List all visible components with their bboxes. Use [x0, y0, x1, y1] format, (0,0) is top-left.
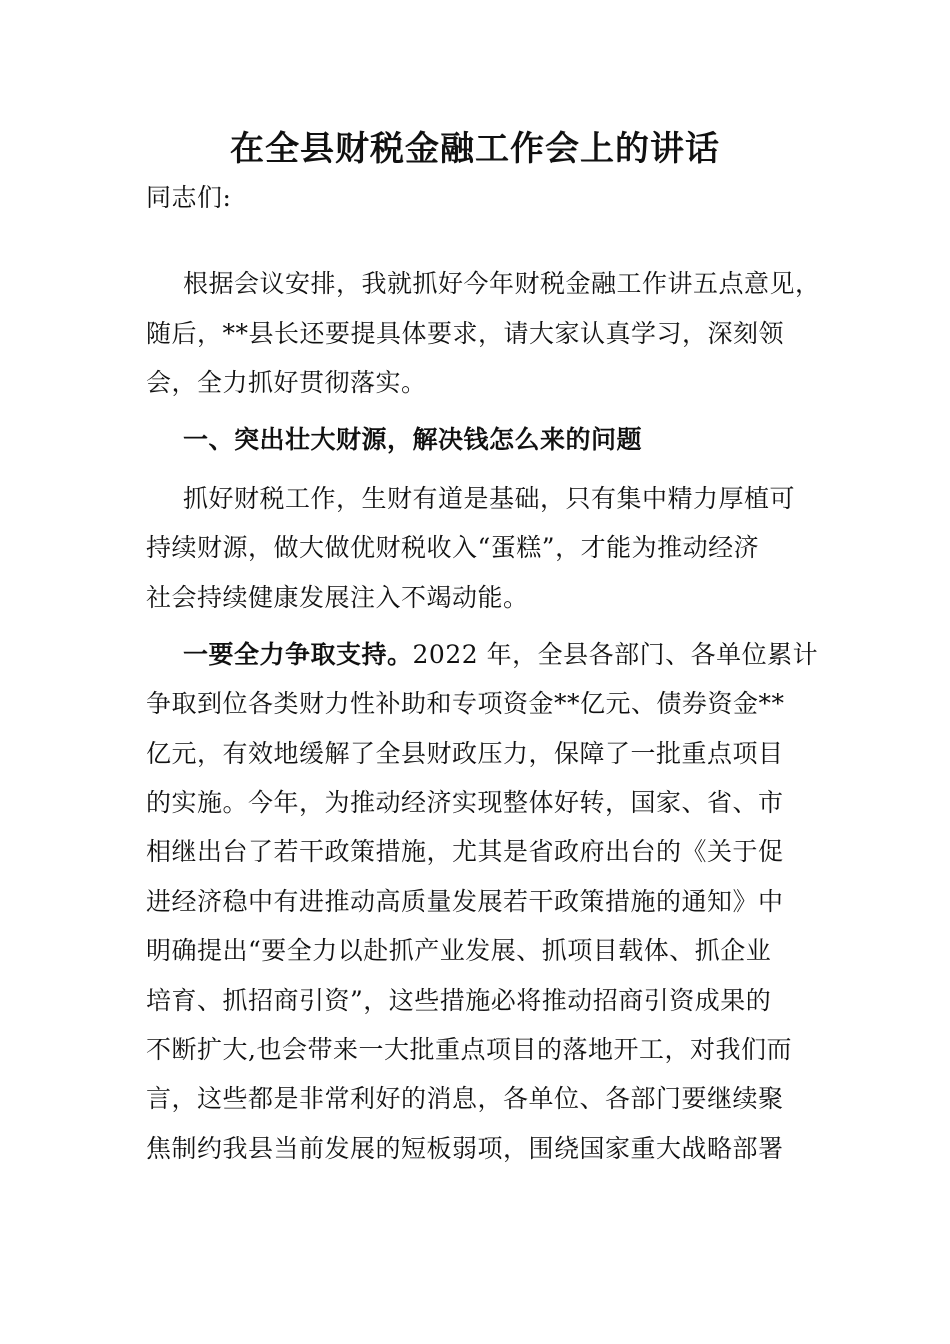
paragraph-line: 抓好财税工作，生财有道是基础，只有集中精力厚植可	[183, 484, 796, 513]
intro-line: 根据会议安排，我就抓好今年财税金融工作讲五点意见，	[183, 269, 821, 298]
paragraph-line: 持续财源，做大做优财税收入“蛋糕”，才能为推动经济	[146, 533, 760, 562]
paragraph-line: 相继出台了若干政策措施，尤其是省政府出台的《关于促	[146, 837, 784, 866]
paragraph-line: 争取到位各类财力性补助和专项资金**亿元、债券资金**	[146, 689, 785, 718]
paragraph-line: 明确提出“要全力以赴抓产业发展、抓项目载体、抓企业	[146, 936, 772, 965]
salutation: 同志们:	[146, 183, 232, 212]
paragraph-line: 焦制约我县当前发展的短板弱项，围绕国家重大战略部署	[146, 1134, 784, 1163]
point-first-line	[183, 637, 818, 673]
paragraph-line: 的实施。今年，为推动经济实现整体好转，国家、省、市	[146, 788, 784, 817]
paragraph-line: 社会持续健康发展注入不竭动能。	[146, 583, 529, 612]
intro-line: 随后，**县长还要提具体要求，请大家认真学习，深刻领	[146, 319, 785, 348]
paragraph-line: 进经济稳中有进推动高质量发展若干政策措施的通知》中	[146, 887, 784, 916]
point-lead: 一要全力争取支持。	[183, 640, 413, 669]
point-first-line-text: 2022 年，全县各部门、各单位累计	[412, 640, 819, 669]
section-heading: 一、突出壮大财源，解决钱怎么来的问题	[183, 425, 643, 454]
paragraph-line: 培育、抓招商引资”，这些措施必将推动招商引资成果的	[146, 986, 772, 1015]
paragraph-line: 亿元，有效地缓解了全县财政压力，保障了一批重点项目	[146, 739, 784, 768]
intro-line: 会，全力抓好贯彻落实。	[146, 368, 427, 397]
paragraph-line: 言，这些都是非常利好的消息，各单位、各部门要继续聚	[146, 1084, 784, 1113]
document-title: 在全县财税金融工作会上的讲话	[230, 129, 720, 169]
paragraph-line: 不断扩大,也会带来一大批重点项目的落地开工，对我们而	[146, 1035, 792, 1064]
